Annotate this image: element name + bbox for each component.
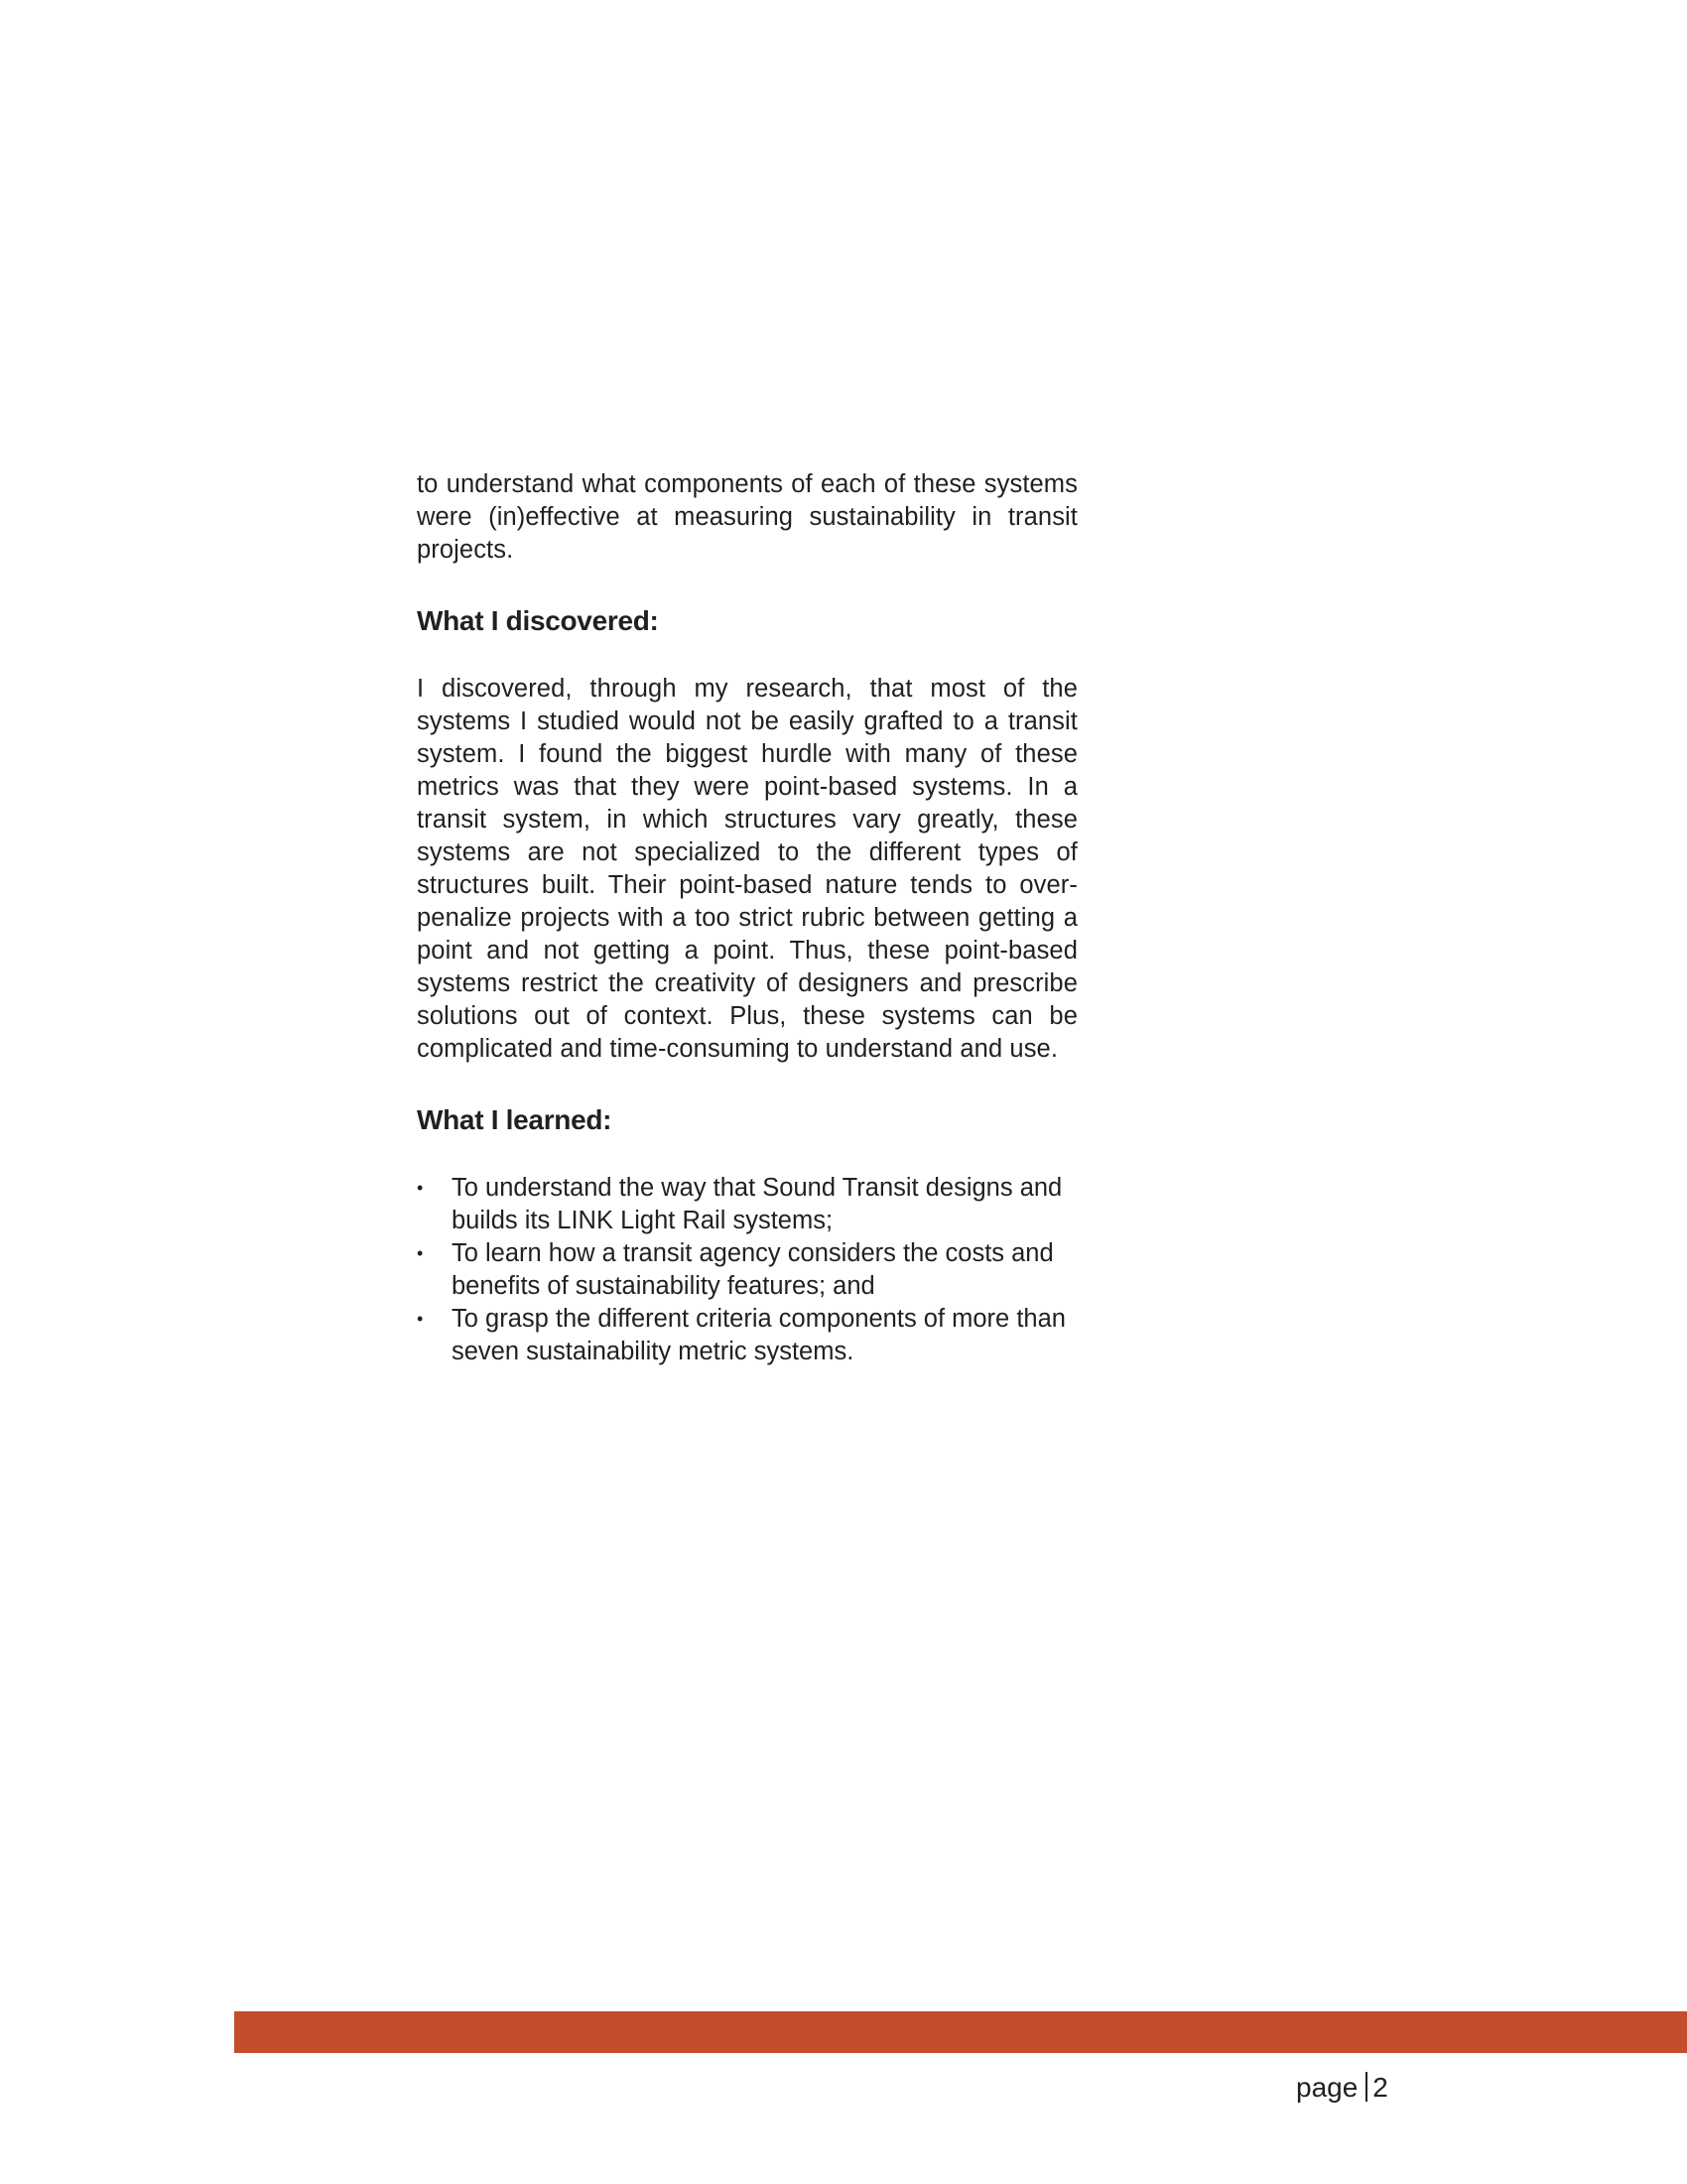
learned-list [417,1172,1078,1368]
bullet-icon: • [417,1178,424,1198]
list-item [417,1172,1078,1237]
discovered-paragraph: I discovered, through my research, that most of the systems I studied would not be easily grafted to a transit system. I found the biggest hurdle with many of these metrics was that they were point-based systems. In a transit system, in which structures vary greatly, these systems are not specialized to the different types of structures built. Their point-based nature tends to over-penalize projects with a too strict rubric between getting a point and not getting a point. Thus, these point-based systems restrict the creativity of designers and prescribe solutions out of context. Plus, these systems can be complicated and time-consuming to understand and use. [417,675,1078,1063]
page-label: page [1296,2072,1359,2103]
intro-paragraph: to understand what components of each of these systems were (in)effective at measuring sustainability in transit projects. [417,470,1078,564]
content-column [417,468,1078,1368]
page-number-value: 2 [1372,2072,1388,2103]
footer-accent-bar [234,2011,1687,2053]
list-item [417,1303,1078,1368]
list-item-text: To grasp the different criteria components of more than seven sustainability metric systems. [452,1305,1066,1365]
list-item-text: To understand the way that Sound Transit designs and builds its LINK Light Rail systems; [452,1174,1063,1234]
learned-heading: What I learned: [417,1104,612,1135]
bullet-icon: • [417,1309,424,1329]
list-item-text: To learn how a transit agency considers the costs and benefits of sustainability features; and [452,1239,1054,1300]
bullet-icon: • [417,1243,424,1263]
page-number [1296,2070,1388,2106]
discovered-heading: What I discovered: [417,605,659,636]
list-item [417,1237,1078,1303]
page-separator [1365,2072,1367,2102]
